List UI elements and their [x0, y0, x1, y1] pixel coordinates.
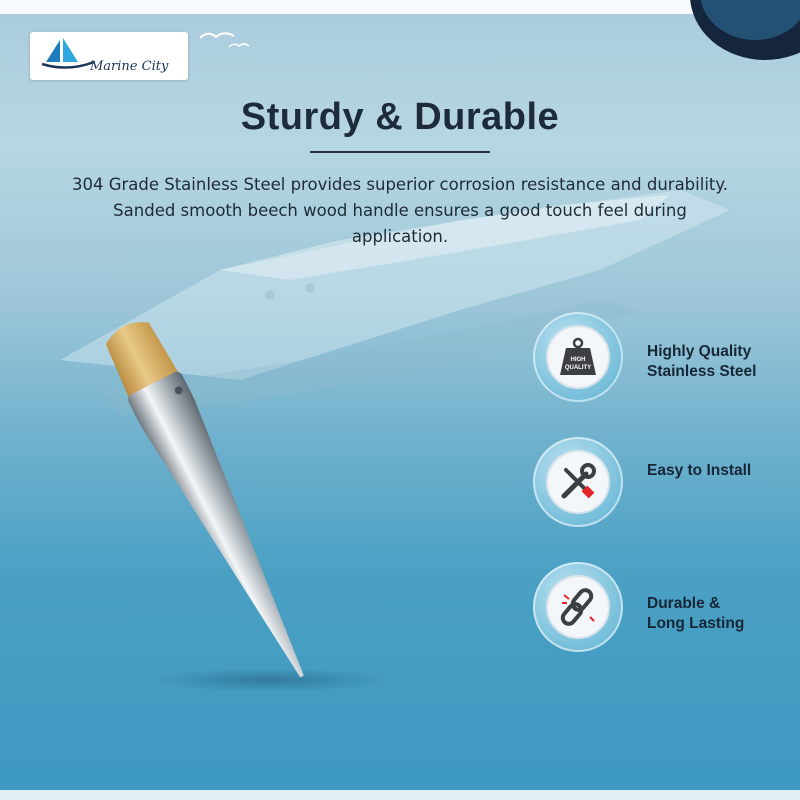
feature-label-line: Easy to Install	[647, 462, 752, 479]
feature-durable	[533, 562, 783, 652]
feature-label-line: Long Lasting	[647, 615, 745, 632]
title-divider	[310, 151, 490, 153]
weight-icon-text-quality: QUALITY	[564, 365, 592, 371]
bottom-band	[0, 790, 800, 800]
fid-tool-image	[90, 318, 410, 698]
feature-badge	[533, 562, 623, 652]
sailboat-icon	[38, 36, 98, 72]
top-band	[0, 0, 800, 14]
feature-label-line: Durable &	[647, 595, 721, 612]
feature-high-quality-steel	[533, 312, 783, 402]
product-description: 304 Grade Stainless Steel provides superior corrosion resistance and durability. Sanded smooth beech wood handle ensures a good touch feel during application.	[71, 175, 729, 246]
chain-link-icon	[556, 585, 600, 629]
brand-name: Marine City	[90, 59, 169, 74]
brand-logo[interactable]	[30, 32, 188, 80]
feature-label-line: Highly Quality	[647, 343, 752, 360]
bird-icon	[228, 40, 250, 50]
feature-badge	[533, 312, 623, 402]
weight-icon-text-high: HIGH	[570, 357, 586, 363]
feature-label-line: Stainless Steel	[647, 363, 757, 380]
feature-easy-install	[533, 437, 783, 527]
page-title: Sturdy & Durable	[240, 96, 560, 138]
weight-icon	[556, 335, 600, 379]
tools-icon	[556, 460, 600, 504]
feature-badge	[533, 437, 623, 527]
